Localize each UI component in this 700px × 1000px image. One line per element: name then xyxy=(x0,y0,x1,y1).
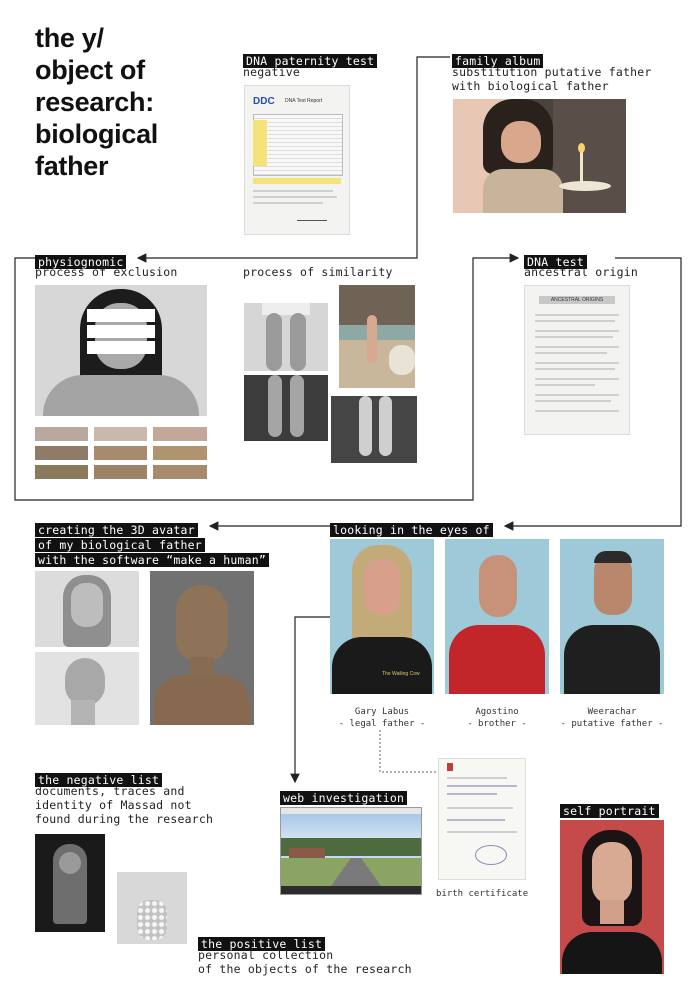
weerachar-name: Weerachar xyxy=(587,707,637,717)
negative-list-photo xyxy=(35,834,105,932)
gary-name: Gary Labus xyxy=(354,707,410,717)
gary-role: - legal father - xyxy=(338,719,426,729)
avatar-male-torso xyxy=(154,675,250,725)
birth-cert-stamp xyxy=(475,845,507,865)
agostino-hoodie xyxy=(449,625,545,694)
family-album-photo xyxy=(453,99,626,213)
beach-figure xyxy=(367,315,377,363)
portrait-gary xyxy=(330,539,434,694)
crop-eyes-2 xyxy=(35,446,88,460)
weerachar-role: - putative father - xyxy=(560,719,664,729)
negative-list-line-2: identity of Massad not xyxy=(35,798,192,812)
birth-certificate-document xyxy=(438,758,526,880)
dashed-link-birth xyxy=(380,730,438,772)
birth-cert-seal xyxy=(447,763,453,771)
crop-nose-3 xyxy=(94,465,147,479)
avatar-tag-1: creating the 3D avatar xyxy=(35,523,198,537)
brain-object xyxy=(137,900,167,940)
physiognomic-sub: process of exclusion xyxy=(35,265,178,279)
portrait-weerachar xyxy=(560,539,664,694)
exclusion-bar-mouth xyxy=(87,341,155,354)
crop-nose-1 xyxy=(94,427,147,441)
crop-eyes-1 xyxy=(35,427,88,441)
candle-flame xyxy=(578,143,585,153)
web-investigation-tag: web investigation xyxy=(280,791,407,805)
dna-test-tag: DNA test xyxy=(524,255,587,269)
crop-mouth-2 xyxy=(153,446,207,460)
ddc-logo: DDC xyxy=(253,96,275,107)
legs-photo-1 xyxy=(244,303,328,371)
avatar-heading-3 xyxy=(35,549,269,568)
similarity-sub: process of similarity xyxy=(243,265,393,279)
birth-certificate-caption: birth certificate xyxy=(436,889,529,899)
dna-paternity-document xyxy=(244,85,350,235)
self-portrait-heading xyxy=(560,800,659,819)
child-dress xyxy=(483,169,563,213)
weerachar-hair xyxy=(594,551,632,563)
cake-plate xyxy=(559,181,611,191)
doc-signature xyxy=(297,212,327,221)
self-portrait-photo xyxy=(560,820,664,974)
avatar-male-head xyxy=(176,585,228,661)
child-face xyxy=(501,121,541,163)
positive-list-tag: the positive list xyxy=(198,937,325,951)
eyes-heading xyxy=(330,519,493,538)
physiognomic-tag: physiognomic xyxy=(35,255,126,269)
beach-photo xyxy=(339,285,415,388)
negative-list-tag: the negative list xyxy=(35,773,162,787)
doc-title: DNA Test Report xyxy=(285,98,323,104)
avatar-male-render xyxy=(150,571,254,725)
face-exclusion-photo xyxy=(35,285,207,416)
exclusion-bar-eyes xyxy=(87,309,155,322)
crop-eyes-3 xyxy=(35,465,88,479)
crop-nose-2 xyxy=(94,446,147,460)
gary-face xyxy=(364,559,400,615)
positive-list-line-1: personal collection xyxy=(198,948,334,962)
ancestral-origins-document xyxy=(524,285,630,435)
legs-photo-3 xyxy=(331,396,417,463)
negative-list-line-1: documents, traces and xyxy=(35,784,185,798)
avatar-female-side xyxy=(35,652,139,725)
dna-test-sub: ancestral origin xyxy=(524,265,638,279)
crop-mouth-3 xyxy=(153,465,207,479)
web-investigation-heading xyxy=(280,787,407,806)
ancestral-doc-title: ANCESTRAL ORIGINS xyxy=(539,296,615,304)
positive-list-line-2: of the objects of the research xyxy=(198,962,412,976)
portrait-agostino xyxy=(445,539,549,694)
avatar-tag-3: with the software “make a human” xyxy=(35,553,269,567)
street-view-screenshot xyxy=(280,807,422,895)
negative-list-line-3: found during the research xyxy=(35,812,214,826)
agostino-role: - brother - xyxy=(467,719,527,729)
family-album-sub-2: with biological father xyxy=(452,79,609,93)
dock-bar xyxy=(281,886,421,894)
family-album-sub-1: substitution putative father xyxy=(452,65,652,79)
gary-shirt-text: The Wailing Cow xyxy=(382,671,420,677)
doc-highlight xyxy=(253,120,267,166)
family-album-tag: family album xyxy=(452,54,543,68)
portrait-shoulders xyxy=(43,375,199,416)
self-face xyxy=(592,842,632,904)
exclusion-bar-nose xyxy=(87,325,155,338)
candle xyxy=(580,151,583,183)
self-portrait-tag: self portrait xyxy=(560,804,659,818)
page-title: the y/ object of research: biological father xyxy=(35,23,159,181)
agostino-face xyxy=(479,555,517,617)
crop-mouth-1 xyxy=(153,427,207,441)
dna-paternity-tag: DNA paternity test xyxy=(243,54,377,68)
gary-shirt xyxy=(332,637,432,694)
positive-list-object-photo xyxy=(117,872,187,944)
doc-highlight-row xyxy=(253,178,341,184)
dna-paternity-sub: negative xyxy=(243,65,300,79)
eyes-tag: looking in the eyes of xyxy=(330,523,493,537)
avatar-tag-2: of my biological father xyxy=(35,538,205,552)
self-top xyxy=(562,932,662,974)
legs-photo-2 xyxy=(244,375,328,441)
weerachar-jacket xyxy=(564,625,660,694)
avatar-female-front xyxy=(35,571,139,647)
self-neck xyxy=(600,900,624,924)
agostino-name: Agostino xyxy=(475,707,519,717)
